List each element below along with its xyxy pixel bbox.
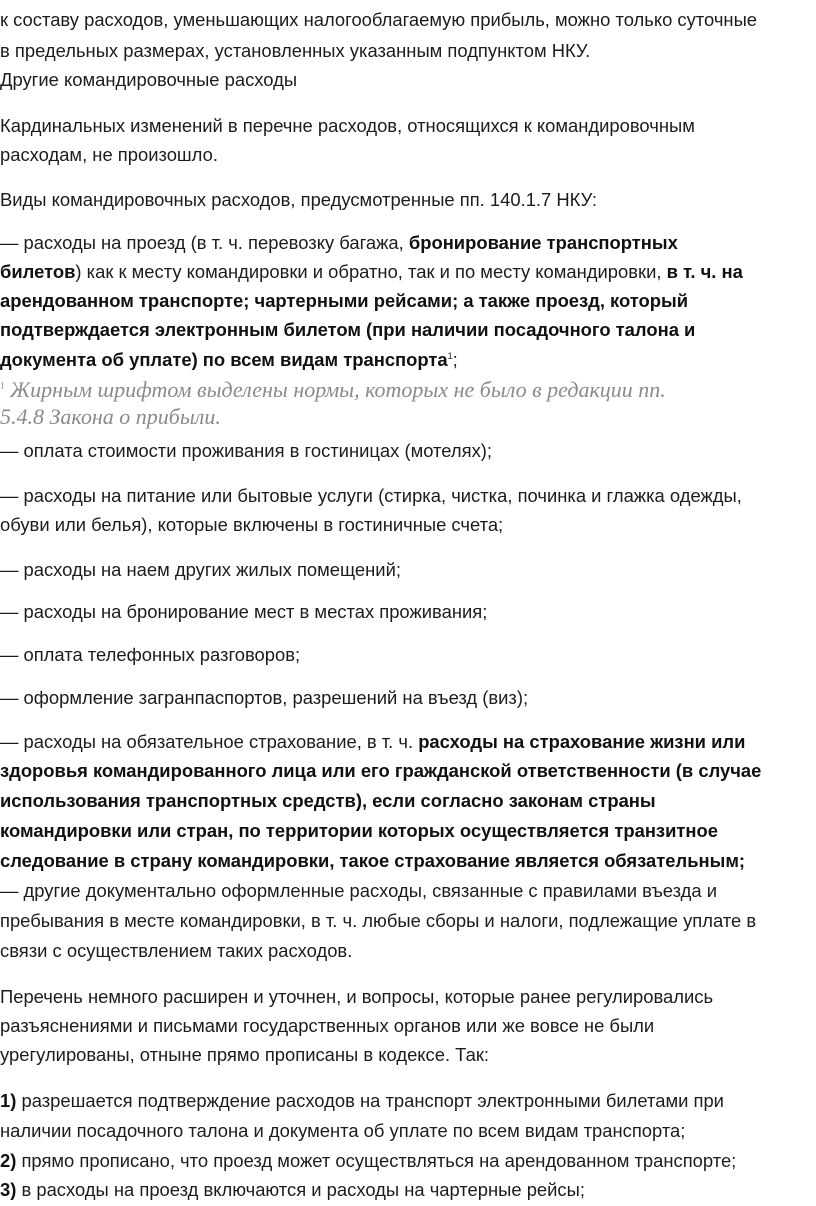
text-line: разъяснениями и письмами государственных органов или же вовсе не были [0,1015,655,1036]
bold-run: командировки или стран, по территории которых осуществляется транзитное [0,820,718,841]
list-item-phone: — оплата телефонных разговоров; [0,644,301,665]
text-line: связи с осуществлением таких расходов. [0,940,353,961]
bold-run: арендованном транспорте; чартерными рейсами; а также проезд, который [0,290,689,311]
bold-run: билетов [0,261,76,282]
text-run: ) как к месту командировки и обратно, так и по месту командировки, [75,261,667,282]
bold-run: бронирование транспортных [408,232,678,253]
text-line [0,757,761,786]
list-item-hotel: — оплата стоимости проживания в гостиницах (мотелях); [0,440,492,461]
text-run: в расходы на проезд включаются и расходы на чартерные рейсы; [16,1179,585,1200]
text-run: ; [452,349,458,370]
bold-run: следование в страну командировки, такое страхование является обязательным; [0,850,746,871]
text-line: Виды командировочных расходов, предусмотренные пп. 140.1.7 НКУ: [0,189,597,210]
numbered-item-2 [0,1147,736,1176]
bold-run: в т. ч. на [666,261,743,282]
text-run: — расходы на обязательное страхование, в т. ч. [0,731,419,752]
text-line: расходам, не произошло. [0,144,218,165]
list-item-visa: — оформление загранпаспортов, разрешений на въезд (виз); [0,687,529,708]
text-run: разрешается подтверждение расходов на транспорт электронными билетами при [16,1090,724,1111]
item-number: 2) [0,1150,17,1171]
text-line [0,346,458,375]
list-item-other: — другие документально оформленные расходы, связанные с правилами въезда и [0,880,717,901]
text-line: обуви или белья), которые включены в гостиничные счета; [0,514,504,535]
text-line: к составу расходов, уменьшающих налогооблагаемую прибыль, можно только суточные [0,9,758,30]
bold-run: расходы на страхование жизни или [418,731,746,752]
text-line: в предельных размерах, установленных указанным подпунктом НКУ. [0,40,591,61]
numbered-item-1 [0,1087,724,1116]
text-line: пребывания в месте командировки, в т. ч. любые сборы и налоги, подлежащие уплате в [0,910,757,931]
text-line [0,316,695,345]
bold-run: здоровья командированного лица или его гражданской ответственности (в случае [0,760,762,781]
list-item-insurance [0,728,745,757]
bold-run: документа об уплате) по всем видам транспорта [0,349,448,370]
list-item-lodging: — расходы на наем других жилых помещений; [0,559,401,580]
text-line [0,258,743,287]
numbered-item-3 [0,1176,585,1205]
text-line [0,787,656,816]
footnote-reference: 1 [447,350,453,361]
footnote [0,377,666,402]
text-line [0,817,718,846]
text-line [0,287,688,316]
text-run: — расходы на проезд (в т. ч. перевозку багажа, [0,232,409,253]
list-item-travel [0,229,678,258]
text-line [0,847,745,876]
footnote-marker: 1 [0,380,5,391]
item-number: 3) [0,1179,17,1200]
footnote-text: Жирным шрифтом выделены нормы, которых не было в редакции пп. [4,377,666,402]
bold-run: подтверждается электронным билетом (при наличии посадочного талона и [0,319,696,340]
text-line: Кардинальных изменений в перечне расходов, относящихся к командировочным [0,115,695,136]
text-run: прямо прописано, что проезд может осуществляться на арендованном транспорте; [16,1150,737,1171]
section-heading: Другие командировочные расходы [0,69,298,90]
footnote-text: 5.4.8 Закона о прибыли. [0,404,221,429]
list-item-meals: — расходы на питание или бытовые услуги (стирка, чистка, починка и глажка одежды, [0,485,742,506]
list-item-booking: — расходы на бронирование мест в местах проживания; [0,601,488,622]
text-line: Перечень немного расширен и уточнен, и вопросы, которые ранее регулировались [0,986,714,1007]
text-line: наличии посадочного талона и документа об уплате по всем видам транспорта; [0,1120,686,1141]
text-line: урегулированы, отныне прямо прописаны в кодексе. Так: [0,1044,489,1065]
bold-run: использования транспортных средств), если согласно законам страны [0,790,656,811]
item-number: 1) [0,1090,17,1111]
